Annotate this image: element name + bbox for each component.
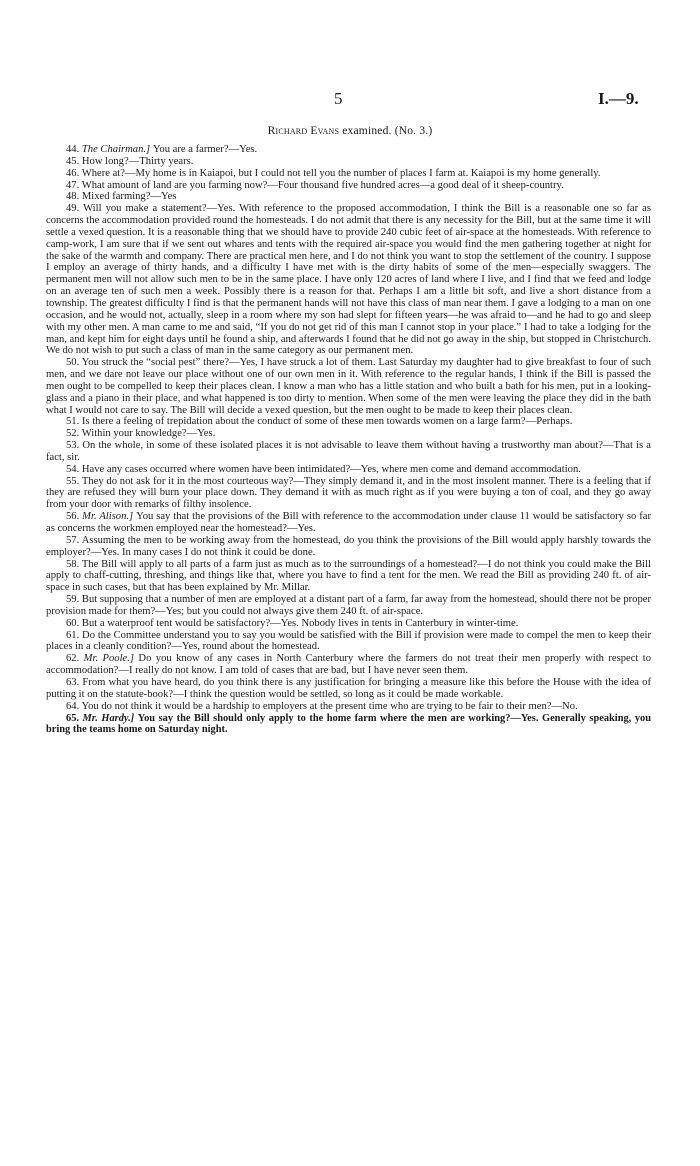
document-reference: I.—9. xyxy=(598,89,639,108)
speaker-name: The Chairman.] xyxy=(81,144,153,155)
witness-heading-suffix: examined. (No. 3.) xyxy=(342,125,433,137)
question-63: 63. From what you have heard, do you think there is any justification for bringing a measure like this before the House with the idea of putting it on the statute-book?—I think the question would be settled, so long as it could be made workable. xyxy=(46,676,651,700)
question-59: 59. But supposing that a number of men are employed at a distant part of a farm, far away from the homestead, should there not be proper provision made for them?—Yes; but you could not always give them 240 ft. of air-space. xyxy=(46,594,651,617)
question-62: 62. Mr. Poole.] Do you know of any cases in North Canterbury where the farmers do not treat their men properly with respect to accommodation?—I really do not know. I am told of cases that are bad, but I have never seen them. xyxy=(46,653,652,677)
question-47: 47. What amount of land are you farming now?—Four thousand five hundred acres—a good deal of it sheep-country. xyxy=(66,179,564,191)
question-54: 54. Have any cases occurred where women have been intimidated?—Yes, where men come and demand accommodation. xyxy=(66,463,581,475)
question-51: 51. Is there a feeling of trepidation about the conduct of some of these men towards women on a large farm?—Perhaps. xyxy=(66,416,573,428)
testimony-body xyxy=(46,144,651,736)
question-55: 55. They do not ask for it in the most courteous way?—They simply demand it, and in the most insolent manner. There is a feeling that if they are refused they will burn your place down. They demand it with as much right as if you were buying a ton of coal, and they go away from your door with remarks of filthy insolence. xyxy=(46,475,651,511)
question-65: 65. Mr. Hardy.] You say the Bill should only apply to the home farm where the men are working?—Yes. Generally speaking, you bring the teams home on Saturday night. xyxy=(46,712,651,736)
question-49: 49. Will you make a statement?—Yes. With reference to the proposed accommodation, I think the Bill is a reasonable one so far as concerns the accommodation provided round the homesteads. I do not admit that there is any necessity for the Bill, but at the same time it will settle a vexed question. It is a reasonable thing that we should have to provide 240 cubic feet of air-space at the homesteads. With reference to camp-work, I am sure that if we sent out whares and tents with the required air-space you would find the men gathering together at night for the sake of the warmth and company. There are practical men here, and I do not think you want to stop the settlement of the country. I suppose I employ an average of thirty hands, and a difficulty I have met with is the dirty habits of some of the men—especially swaggers. The permanent men will not allow such men to be in the same place. I have only 120 acres of land where I live, and I find that we feed and lodge on an average ten of such men a week. Possibly there is a reason for that. Perhaps I am a little bit soft, and live a short distance from a township. The greatest difficulty I find is that the permanent hands will not have this class of man near them. I gave a lodging to a man on one occasion, and he would not, actually, sleep in a room where my son had slept for fifteen years—he was afraid to—and he had to go and sleep with my other men. A man came to me and said, “If you do not get rid of this man I cannot stop in your place.” I had to take a lodging for the man, and kept him for eight days until he found a ship, and afterwards I found that he did not go away in the ship, but stopped in Christchurch. We do not wish to put such a class of man in the same category as our permanent men. xyxy=(46,203,651,357)
question-61: 61. Do the Committee understand you to say you would be satisfied with the Bill if provision were made to compel the men to keep their places in a cleanly condition?—Yes, round about the homestead. xyxy=(46,629,651,653)
speaker-name: Mr. Poole.] xyxy=(83,653,139,665)
witness-name: Richard Evans xyxy=(267,125,340,137)
speaker-name: Mr. Hardy.] xyxy=(82,712,138,724)
question-45: 45. How long?—Thirty years. xyxy=(66,155,194,167)
question-58: 58. The Bill will apply to all parts of a farm just as much as to the surroundings of a homestead?—I do not think you could make the Bill apply to chaff-cutting, threshing, and things like that, where you have to find a tent for the men. We read the Bill as providing 240 ft. of air-space in such cases, but that has been explained by Mr. Millar. xyxy=(46,558,651,594)
speaker-name: Mr. Alison.] xyxy=(82,511,137,523)
page-number: 5 xyxy=(334,89,343,108)
question-50: 50. You struck the “social pest” there?—Yes, I have struck a lot of them. Last Saturday my daughter had to give breakfast to four of such men, and we dare not leave our place without one of our own men in it. With reference to the regular hands, I think if the Bill is passed the men ought to be compelled to keep their places clean. I know a man who has a little station and who built a bath for his men, put in a looking-glass and a piano in their place, and what happened is too dirty to mention. When some of the men were leaving the place they did in the bath what I would not care to say. The Bill will decide a vexed question, but the men ought to be made to keep their places clean. xyxy=(46,357,651,416)
question-64: 64. You do not think it would be a hardship to employers at the present time who are trying to be fair to their men?—No. xyxy=(66,700,578,712)
question-46: 46. Where at?—My home is in Kaiapoi, but I could not tell you the number of places I farm at. Kaiapoi is my home generally. xyxy=(66,167,601,179)
witness-heading xyxy=(0,124,700,138)
question-53: 53. On the whole, in some of these isolated places it is not advisable to leave them without having a trustworthy man about?—That is a fact, sir. xyxy=(46,440,651,463)
question-52: 52. Within your knowledge?—Yes. xyxy=(66,428,216,440)
question-60: 60. But a waterproof tent would be satisfactory?—Yes. Nobody lives in tents in Canterbury in winter-time. xyxy=(66,617,519,629)
question-48: 48. Mixed farming?—Yes xyxy=(66,191,177,203)
question-44: 44. The Chairman.] You are a farmer?—Yes. xyxy=(66,144,258,155)
question-57: 57. Assuming the men to be working away from the homestead, do you think the provisions of the Bill would apply harshly towards the employer?—Yes. In many cases I do not think it could be done. xyxy=(46,534,651,558)
question-56: 56. Mr. Alison.] You say that the provisions of the Bill with reference to the accommodation under clause 11 would be satisfactory so far as concerns the workmen employed near the homestead?—Yes. xyxy=(46,511,651,534)
